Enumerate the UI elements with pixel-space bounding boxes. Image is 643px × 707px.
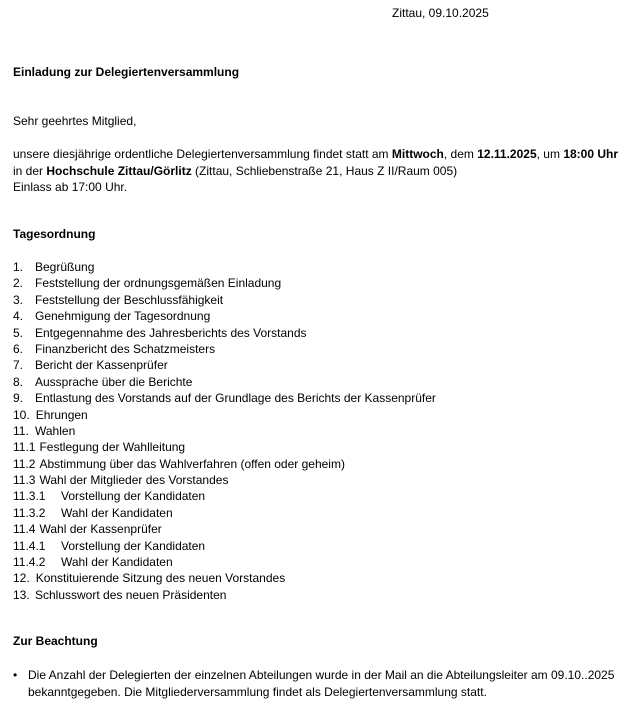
notice-line-2: bekanntgegeben. Die Mitgliederversammlung findet als Delegiertenversammlung statt. [28, 684, 487, 699]
agenda-item-number: 8. [13, 374, 24, 389]
agenda-item-text: Wahl der Kandidaten [61, 505, 173, 520]
agenda-item-number: 11.3 [13, 473, 36, 488]
agenda-item-number: 11.3.1 [13, 489, 46, 504]
agenda-item [13, 456, 436, 472]
agenda-item [13, 341, 436, 357]
agenda-list [13, 259, 436, 603]
intro-text-4: in der [13, 163, 47, 178]
notice-heading: Zur Beachtung [13, 634, 98, 648]
agenda-item-number: 1. [13, 260, 24, 274]
agenda-item-text: Bericht der Kassenprüfer [35, 358, 168, 373]
intro-paragraph [13, 146, 638, 196]
meeting-weekday: Mittwoch [391, 147, 444, 161]
agenda-item [13, 275, 436, 291]
meeting-venue: Hochschule Zittau/Görlitz [46, 163, 192, 178]
agenda-item [13, 570, 436, 586]
agenda-item-number: 11.2 [13, 456, 36, 471]
agenda-item [13, 292, 436, 308]
agenda-item-number: 11.3.2 [13, 505, 46, 520]
agenda-item-text: Wahl der Kandidaten [61, 555, 173, 570]
agenda-item-number: 11.4.1 [13, 538, 46, 553]
agenda-item-text: Aussprache über die Berichte [35, 374, 193, 389]
agenda-item-number: 11.4 [13, 522, 36, 537]
agenda-item-text: Entgegennahme des Jahresberichts des Vorstands [35, 325, 307, 340]
intro-text-3: , um [536, 147, 564, 161]
agenda-item-number: 11.4.2 [13, 555, 46, 570]
agenda-item-number: 13. [13, 587, 30, 602]
agenda-item [13, 587, 436, 603]
agenda-item-text: Konstituierende Sitzung des neuen Vorstandes [35, 571, 286, 586]
agenda-item [13, 554, 436, 570]
agenda-item-text: Entlastung des Vorstands auf der Grundlage des Berichts der Kassenprüfer [35, 391, 436, 406]
agenda-item-number: 6. [13, 341, 24, 356]
agenda-item-number: 2. [13, 276, 24, 291]
notice-line-1: Die Anzahl der Delegierten der einzelnen Abteilungen wurde in der Mail an die Abteilungsleiter am 09.10..2025 [28, 668, 615, 682]
agenda-item [13, 357, 436, 373]
agenda-item-text: Festlegung der Wahlleitung [39, 440, 186, 455]
intro-line-1 [13, 146, 638, 163]
intro-text-2: , dem [443, 147, 478, 161]
agenda-item-text: Abstimmung über das Wahlverfahren (offen oder geheim) [39, 456, 345, 471]
agenda-item-number: 11. [13, 423, 29, 438]
agenda-item-number: 10. [13, 407, 30, 422]
agenda-heading: Tagesordnung [13, 227, 96, 241]
greeting: Sehr geehrtes Mitglied, [13, 114, 137, 128]
notice-text [28, 667, 641, 700]
agenda-item [13, 407, 436, 423]
agenda-item [13, 308, 436, 324]
agenda-item [13, 325, 436, 341]
agenda-item [13, 259, 436, 275]
agenda-item [13, 439, 436, 455]
agenda-item-number: 7. [13, 358, 24, 373]
agenda-item-text: Finanzbericht des Schatzmeisters [35, 341, 216, 356]
agenda-item-text: Feststellung der Beschlussfähigkeit [35, 292, 224, 307]
agenda-item-number: 5. [13, 325, 24, 340]
date-line: Zittau, 09.10.2025 [392, 6, 489, 20]
admission-time: Einlass ab 17:00 Uhr. [13, 180, 128, 194]
intro-text-1: unsere diesjährige ordentliche Delegiertenversammlung findet statt am [13, 147, 392, 161]
agenda-item-number: 3. [13, 292, 24, 307]
agenda-item [13, 538, 436, 554]
agenda-item-number: 9. [13, 391, 24, 406]
agenda-item-text: Vorstellung der Kandidaten [61, 538, 206, 553]
intro-line-2 [13, 163, 638, 180]
agenda-item-number: 12. [13, 571, 30, 586]
agenda-item [13, 390, 436, 406]
agenda-item-number: 11.1 [13, 440, 36, 455]
agenda-item-text: Vorstellung der Kandidaten [61, 489, 206, 504]
meeting-time: 18:00 Uhr [563, 147, 619, 161]
agenda-item-text: Begrüßung [35, 260, 95, 274]
agenda-item-number: 4. [13, 309, 24, 324]
agenda-item [13, 488, 436, 504]
agenda-item-text: Ehrungen [35, 407, 88, 422]
agenda-item-text: Schlusswort des neuen Präsidenten [35, 587, 227, 602]
agenda-item-text: Wahl der Kassenprüfer [39, 522, 162, 537]
agenda-item-text: Wahl der Mitglieder des Vorstandes [39, 473, 229, 488]
agenda-item [13, 505, 436, 521]
agenda-item [13, 521, 436, 537]
agenda-item-text: Genehmigung der Tagesordnung [35, 309, 211, 324]
agenda-item [13, 374, 436, 390]
meeting-date: 12.11.2025 [477, 147, 537, 161]
letter-title: Einladung zur Delegiertenversammlung [13, 65, 240, 79]
agenda-item [13, 472, 436, 488]
bullet-icon: • [13, 668, 18, 682]
agenda-item [13, 423, 436, 439]
venue-address: (Zittau, Schliebenstraße 21, Haus Z II/Raum 005) [191, 163, 458, 178]
agenda-item-text: Feststellung der ordnungsgemäßen Einladung [35, 276, 282, 291]
notice-item [13, 667, 641, 700]
agenda-item-text: Wahlen [35, 423, 76, 438]
